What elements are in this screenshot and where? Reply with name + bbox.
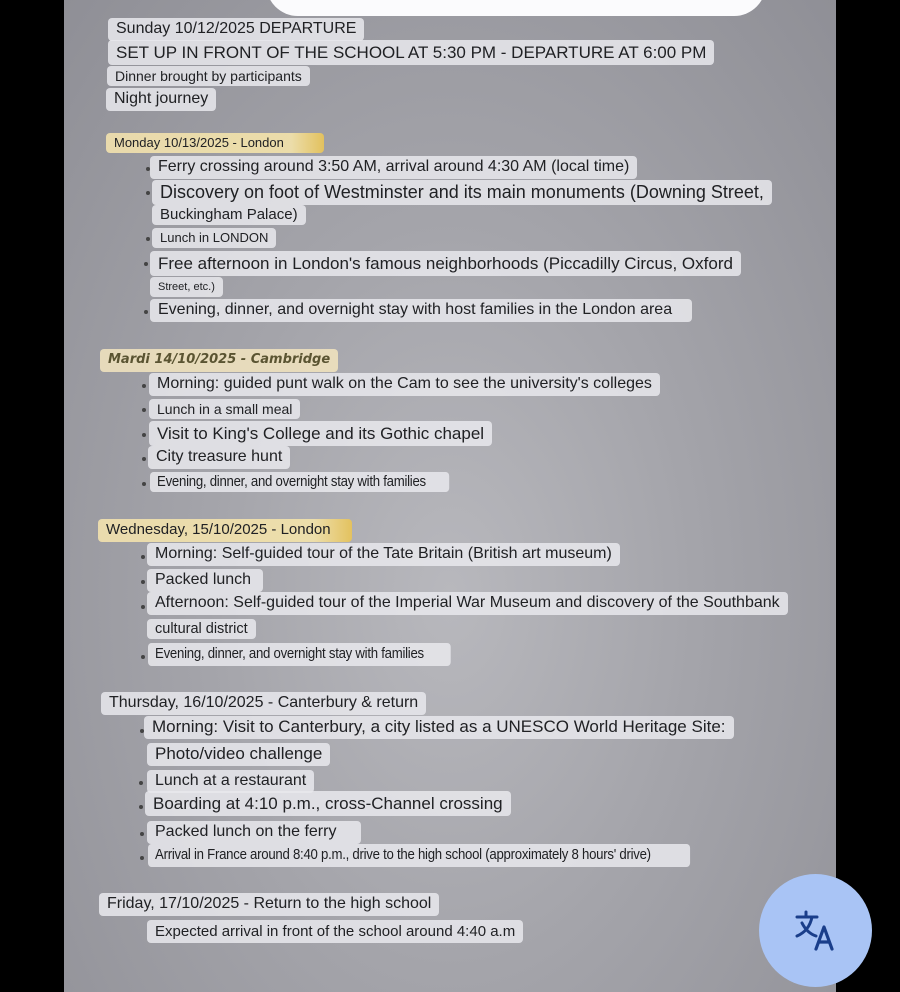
bullet-icon (142, 384, 146, 388)
translated-line: Visit to King's College and its Gothic chapel (149, 421, 492, 446)
translated-line: Expected arrival in front of the school around 4:40 a.m (147, 920, 523, 943)
translated-line: Free afternoon in London's famous neighborhoods (Piccadilly Circus, Oxford (150, 251, 741, 276)
day-heading-thursday: Thursday, 16/10/2025 - Canterbury & return (101, 692, 426, 715)
bullet-icon (142, 408, 146, 412)
translated-line: Morning: Self-guided tour of the Tate Britain (British art museum) (147, 543, 620, 566)
translated-line: Packed lunch on the ferry (147, 821, 361, 844)
translated-line: Lunch at a restaurant (147, 770, 314, 793)
day-heading-tuesday: Mardi 14/10/2025 - Cambridge (100, 349, 338, 372)
translated-line: Dinner brought by participants (107, 66, 310, 86)
translated-line: Photo/video challenge (147, 743, 330, 766)
bullet-icon (140, 832, 144, 836)
day-heading-wednesday: Wednesday, 15/10/2025 - London (98, 519, 352, 542)
translated-line: Arrival in France around 8:40 p.m., drive to the high school (approximately 8 hours' drive) (148, 844, 690, 867)
translated-line: Afternoon: Self-guided tour of the Imperial War Museum and discovery of the Southbank (147, 592, 788, 615)
bullet-icon (142, 482, 146, 486)
day-heading-friday: Friday, 17/10/2025 - Return to the high school (99, 893, 439, 916)
translated-document (64, 0, 836, 992)
bullet-icon (144, 262, 148, 266)
translated-line: Evening, dinner, and overnight stay with families (148, 643, 451, 666)
translated-line: City treasure hunt (148, 446, 290, 469)
translated-line: Street, etc.) (150, 277, 223, 297)
bullet-icon (139, 781, 143, 785)
bullet-icon (144, 310, 148, 314)
translated-line: Morning: guided punt walk on the Cam to see the university's colleges (149, 373, 660, 396)
bullet-icon (141, 555, 145, 559)
translated-line: Evening, dinner, and overnight stay with families (150, 472, 449, 492)
translated-line: Discovery on foot of Westminster and its main monuments (Downing Street, (152, 180, 772, 205)
bullet-icon (142, 433, 146, 437)
day-heading-sunday: Sunday 10/12/2025 DEPARTURE (108, 18, 364, 41)
bullet-icon (146, 237, 150, 241)
translated-line: Buckingham Palace) (152, 205, 306, 225)
translated-line: Morning: Visit to Canterbury, a city listed as a UNESCO World Heritage Site: (144, 716, 734, 739)
translated-line: Lunch in a small meal (149, 399, 300, 419)
translated-line: Ferry crossing around 3:50 AM, arrival around 4:30 AM (local time) (150, 156, 637, 179)
day-heading-monday: Monday 10/13/2025 - London (106, 133, 324, 153)
bullet-icon (141, 605, 145, 609)
bullet-icon (146, 191, 150, 195)
translated-line: Boarding at 4:10 p.m., cross-Channel crossing (145, 791, 511, 816)
translated-line: Packed lunch (147, 569, 263, 592)
translate-button[interactable] (759, 874, 872, 987)
translated-line: Evening, dinner, and overnight stay with host families in the London area (150, 299, 692, 322)
translated-line: Night journey (106, 88, 216, 111)
translate-icon (794, 909, 838, 953)
bullet-icon (139, 805, 143, 809)
bullet-icon (140, 856, 144, 860)
bullet-icon (142, 457, 146, 461)
bullet-icon (141, 655, 145, 659)
translated-line: cultural district (147, 619, 256, 639)
bullet-icon (141, 580, 145, 584)
top-toolbar (266, 0, 766, 16)
translated-line: Lunch in LONDON (152, 228, 276, 248)
translated-line: SET UP IN FRONT OF THE SCHOOL AT 5:30 PM - DEPARTURE AT 6:00 PM (108, 40, 714, 65)
